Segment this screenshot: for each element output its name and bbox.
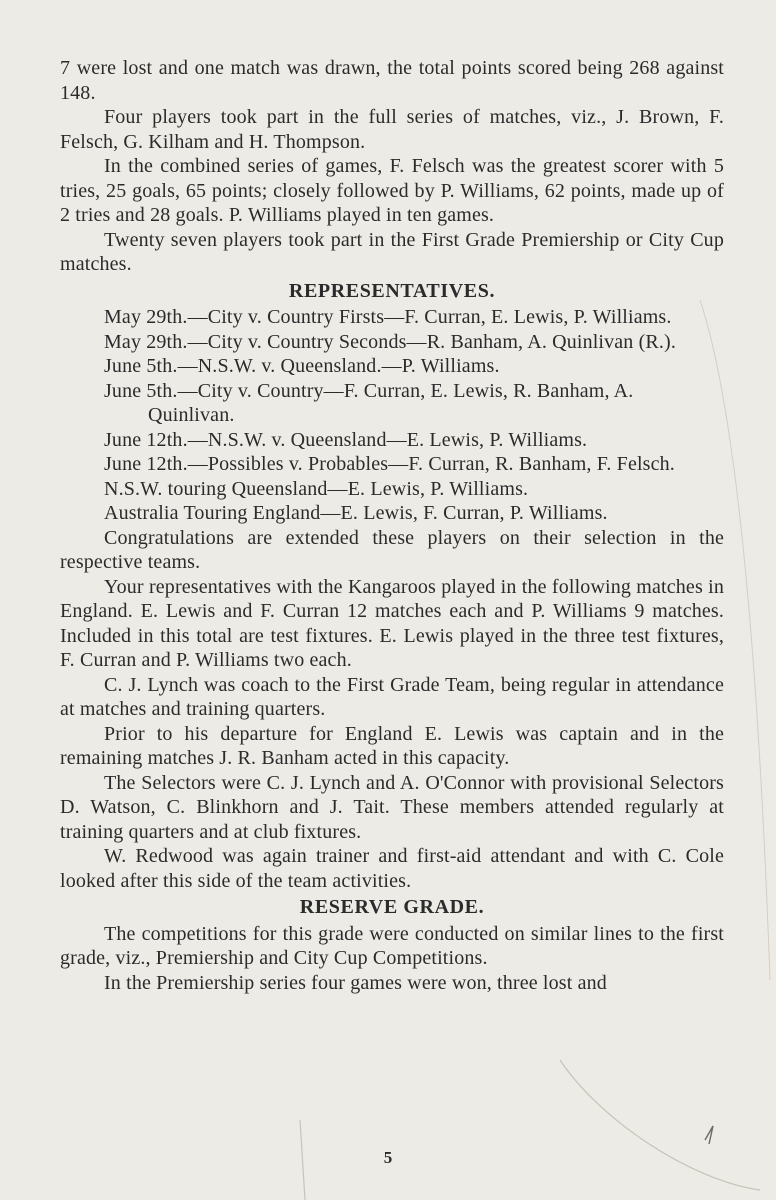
paragraph: In the Premiership series four games were won, three lost and: [104, 971, 607, 994]
representative-entry: June 12th.—Possibles v. Probables—F. Curran, R. Banham, F. Felsch.: [104, 453, 675, 475]
section-heading-reserve-grade: RESERVE GRADE.: [299, 896, 485, 918]
paragraph: Four players took part in the full series of matches, viz., J. Brown, F. Felsch, G. Kilham and H. Thompson.: [60, 106, 724, 153]
representative-entry: May 29th.—City v. Country Seconds—R. Banham, A. Quinlivan (R.).: [104, 330, 677, 353]
representative-entry: May 29th.—City v. Country Firsts—F. Curran, E. Lewis, P. Williams.: [104, 306, 672, 328]
paragraph: The Selectors were C. J. Lynch and A. O'Connor with provisional Selectors D. Watson, C. Blinkhorn and J. Tait. These members attended regularly at training quarters and at club fixtures.: [60, 771, 724, 843]
paragraph: Twenty seven players took part in the First Grade Premiership or City Cup matches.: [60, 228, 724, 275]
representative-entry: Australia Touring England—E. Lewis, F. Curran, P. Williams.: [104, 502, 608, 524]
paragraph: Your representatives with the Kangaroos played in the following matches in England. E. Lewis and F. Curran 12 matches each and P. Williams 9 matches. Included in this total are test fixtures. E. Lewis played in the three test fixtures, F. Curran and P. Williams two each.: [60, 575, 724, 671]
paragraph: Prior to his departure for England E. Lewis was captain and in the remaining matches J. R. Banham acted in this capacity.: [60, 722, 724, 769]
paragraph: C. J. Lynch was coach to the First Grade Team, being regular in attendance at matches and training quarters.: [60, 673, 724, 720]
paragraph: W. Redwood was again trainer and first-aid attendant and with C. Cole looked after this side of the team activities.: [60, 845, 724, 892]
paragraph: In the combined series of games, F. Felsch was the greatest scorer with 5 tries, 25 goals, 65 points; closely followed by P. Williams, 62 points, made up of 2 tries and 28 goals. P. Williams played in ten games.: [60, 155, 724, 226]
representative-entry: N.S.W. touring Queensland—E. Lewis, P. Williams.: [104, 477, 529, 500]
body-text: [60, 56, 724, 995]
representative-entry: June 5th.—City v. Country—F. Curran, E. Lewis, R. Banham, A. Quinlivan.: [104, 379, 634, 426]
section-heading-representatives: REPRESENTATIVES.: [288, 279, 496, 302]
paragraph: Congratulations are extended these players on their selection in the respective teams.: [60, 526, 724, 573]
paragraph: The competitions for this grade were conducted on similar lines to the first grade, viz., Premiership and City Cup Competitions.: [60, 922, 724, 969]
representative-entry: June 12th.—N.S.W. v. Queensland—E. Lewis, P. Williams.: [104, 428, 588, 451]
representative-entry: June 5th.—N.S.W. v. Queensland.—P. Williams.: [104, 355, 500, 377]
paragraph: 7 were lost and one match was drawn, the total points scored being 268 against 148.: [60, 57, 724, 104]
page-number: 5: [383, 1148, 393, 1167]
